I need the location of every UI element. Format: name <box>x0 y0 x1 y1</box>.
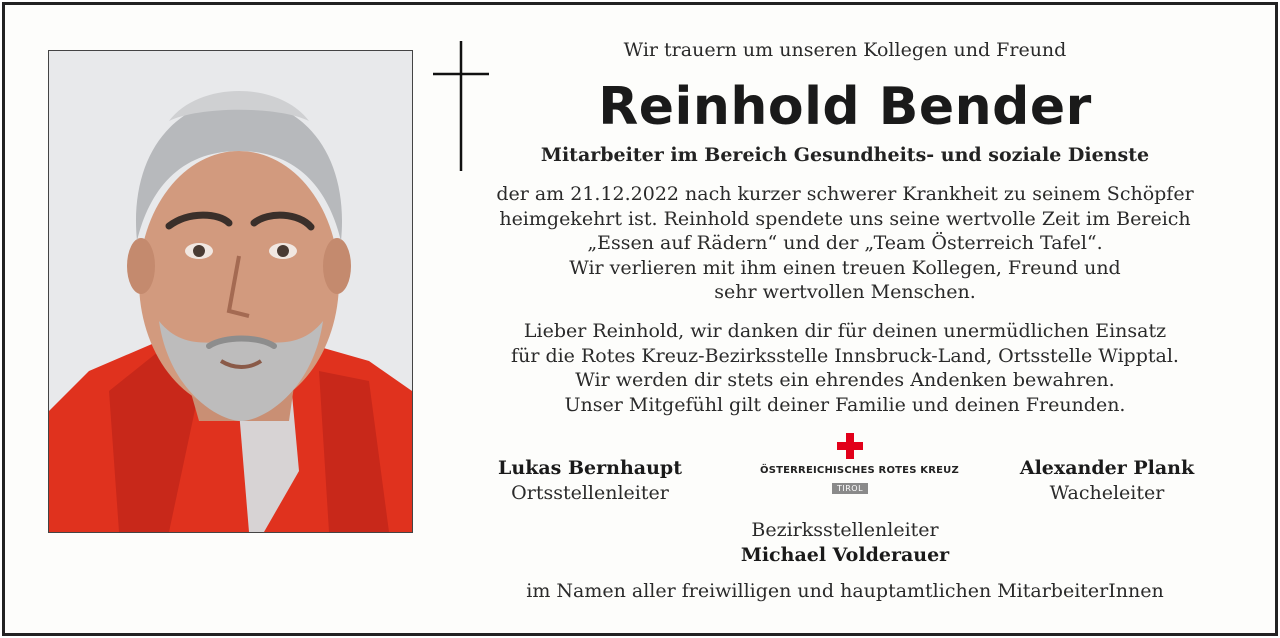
signatory-right <box>982 456 1232 506</box>
signatory-title: Ortsstellenleiter <box>511 482 669 504</box>
paragraph-1 <box>445 182 1245 305</box>
signatory-name: Alexander Plank <box>1019 457 1195 479</box>
signatory-middle <box>645 518 1045 568</box>
signatory-name: Michael Volderauer <box>740 544 950 566</box>
footer-line: im Namen aller freiwilligen und hauptamtlichen MitarbeiterInnen <box>526 580 1164 602</box>
text-line: Lieber Reinhold, wir danken dir für deinen unermüdlichen Einsatz <box>523 320 1167 342</box>
red-cross-icon <box>837 433 863 459</box>
logo-text: ÖSTERREICHISCHES ROTES KREUZ <box>760 465 959 476</box>
text-line: Wir werden dir stets ein ehrendes Andenken bewahren. <box>575 369 1115 391</box>
paragraph-2 <box>445 319 1245 417</box>
signatory-title: Wacheleiter <box>1049 482 1165 504</box>
text-line: der am 21.12.2022 nach kurzer schwerer Krankheit zu seinem Schöpfer <box>496 183 1194 205</box>
signatory-name: Lukas Bernhaupt <box>498 457 682 479</box>
text-line: sehr wertvollen Menschen. <box>714 281 976 303</box>
intro-line: Wir trauern um unseren Kollegen und Freund <box>623 39 1067 61</box>
text-line: „Essen auf Rädern“ und der „Team Österreich Tafel“. <box>587 232 1103 254</box>
deceased-role: Mitarbeiter im Bereich Gesundheits- und soziale Dienste <box>540 144 1150 166</box>
portrait-photo <box>48 50 413 533</box>
text-line: für die Rotes Kreuz-Bezirksstelle Innsbruck-Land, Ortsstelle Wipptal. <box>511 344 1179 367</box>
portrait-illustration <box>49 51 412 532</box>
red-cross-logo <box>760 433 959 497</box>
text-line: heimgekehrt ist. Reinhold spendete uns seine wertvolle Zeit im Bereich <box>499 207 1191 230</box>
text-line: Unser Mitgefühl gilt deiner Familie und deinen Freunden. <box>564 393 1126 416</box>
obituary-card <box>2 2 1278 636</box>
signatory-title: Bezirksstellenleiter <box>751 519 939 541</box>
deceased-name: Reinhold Bender <box>598 77 1092 137</box>
logo-tag: TIROL <box>832 483 868 494</box>
signatory-left <box>465 456 715 506</box>
text-line: Wir verlieren mit ihm einen treuen Kollegen, Freund und <box>569 256 1121 279</box>
